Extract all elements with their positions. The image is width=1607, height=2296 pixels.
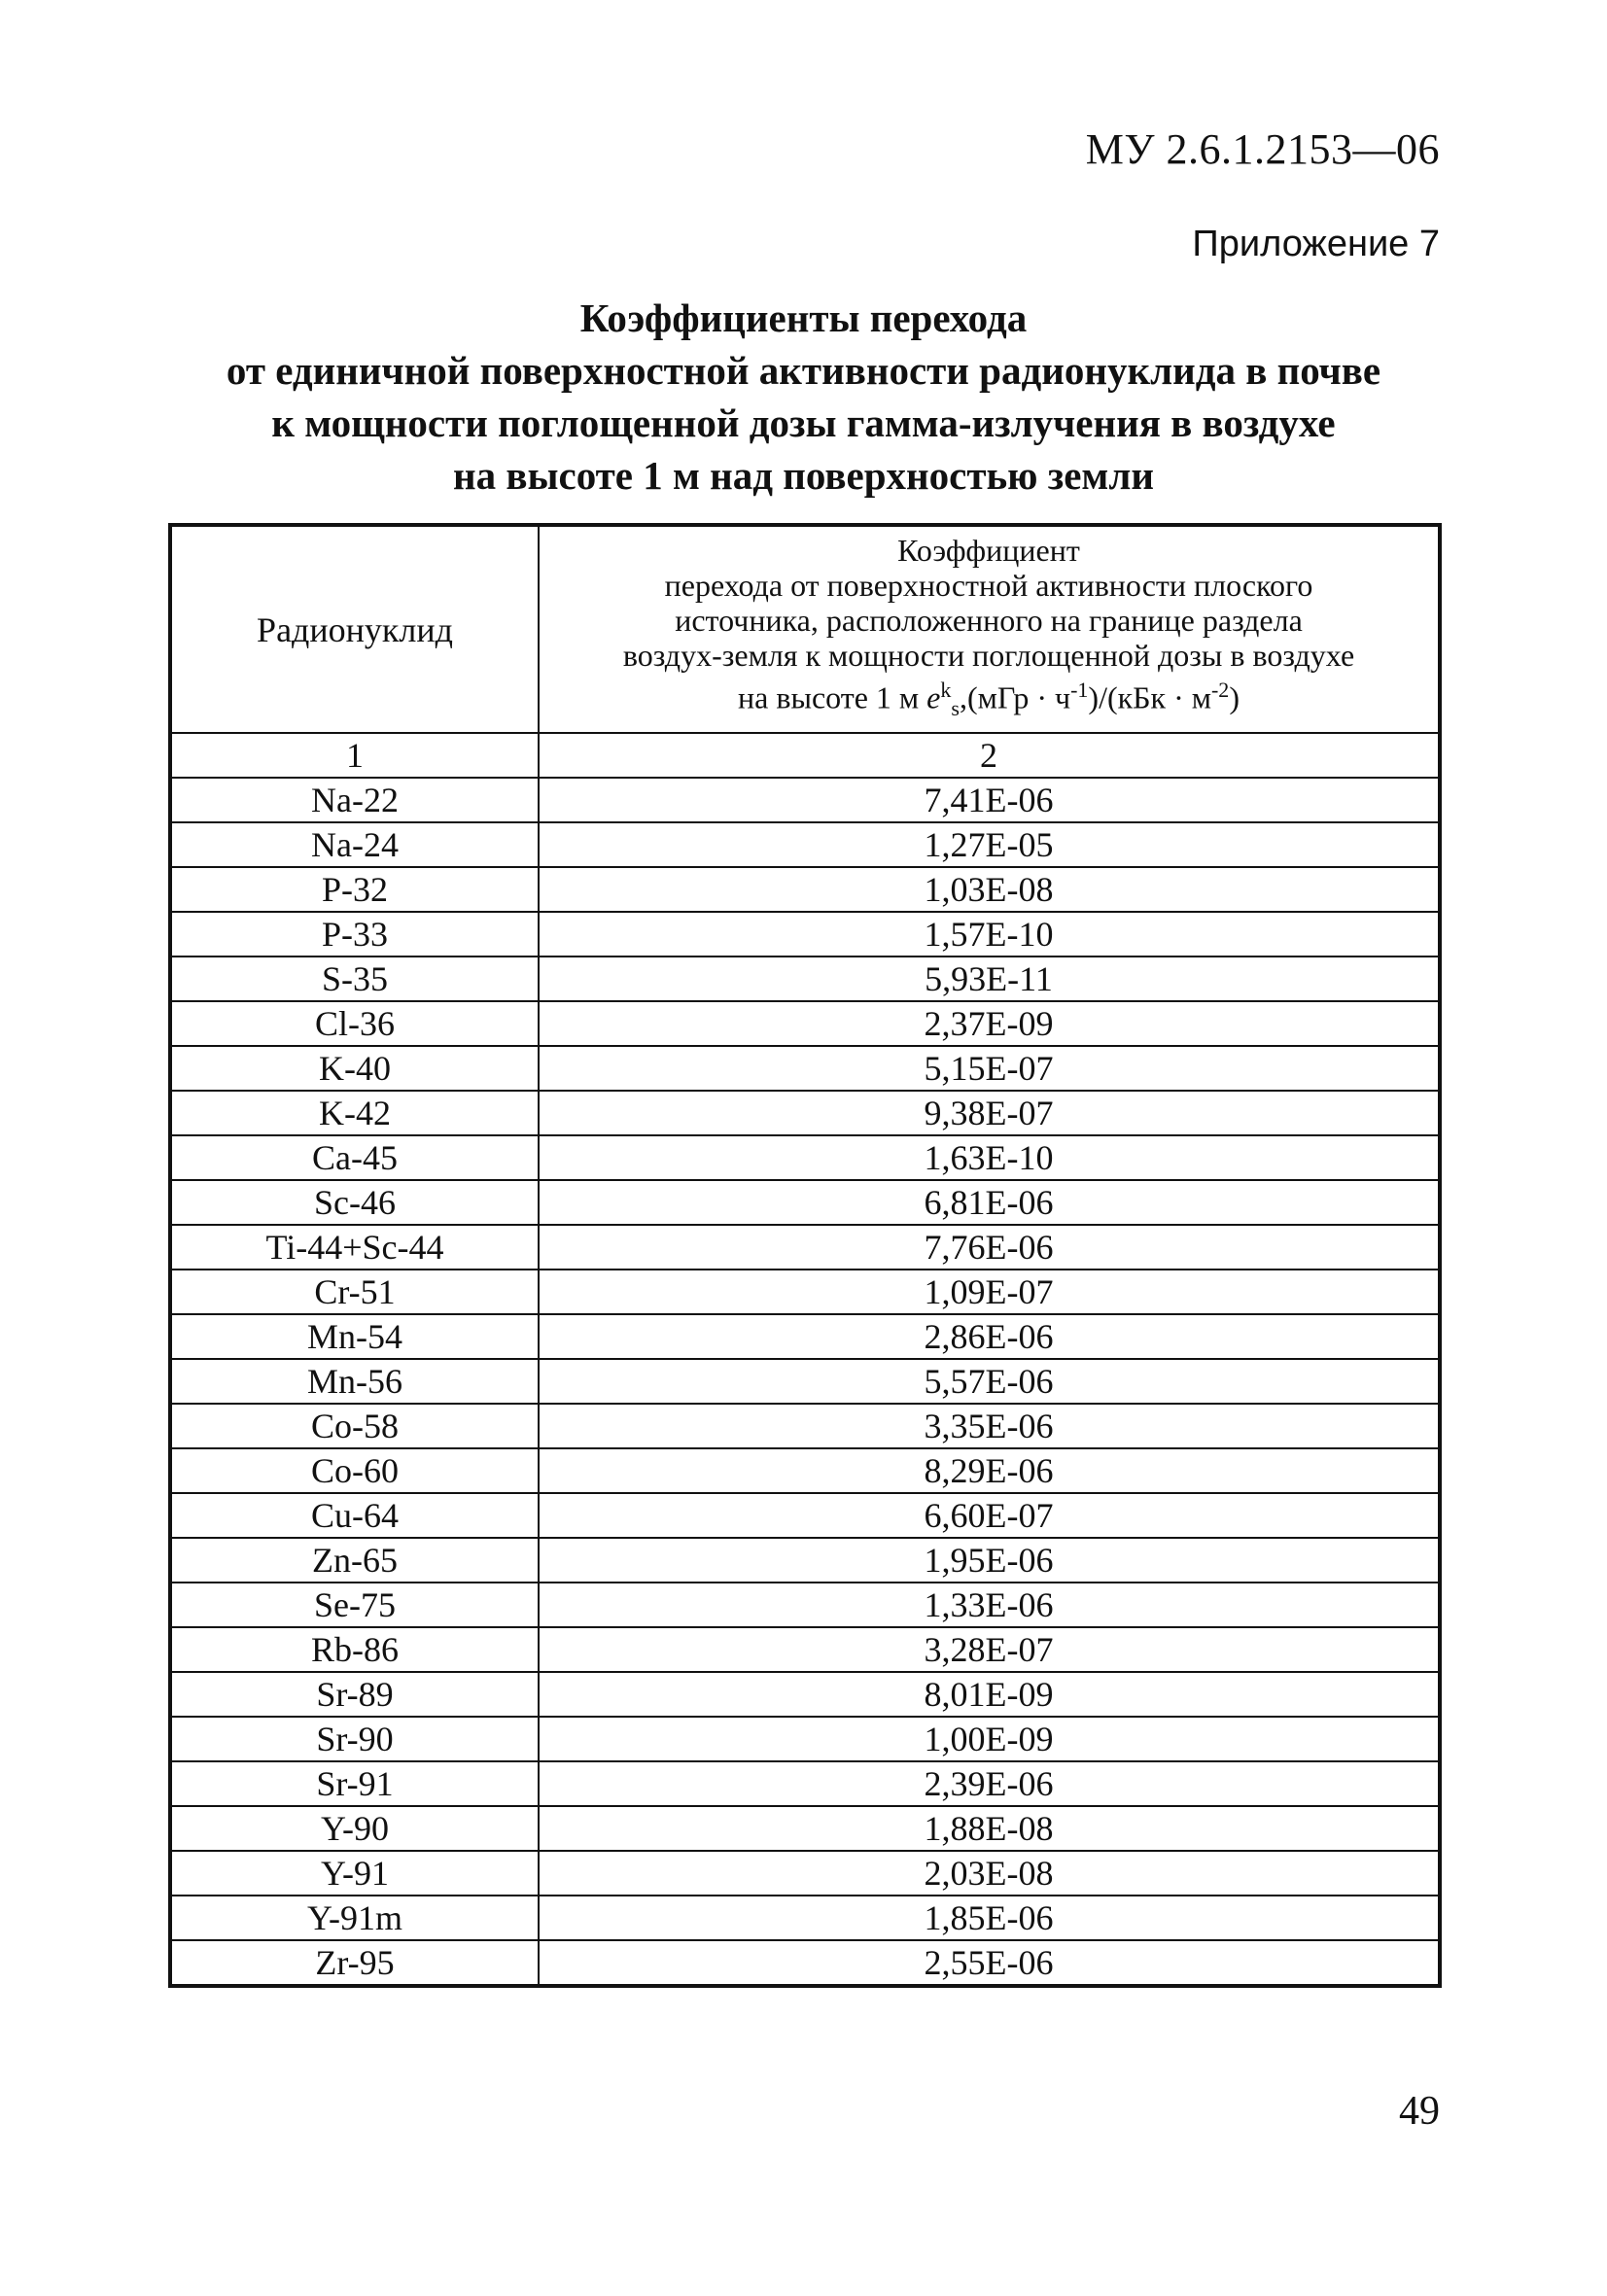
symbol-k: k xyxy=(940,678,952,702)
table-row xyxy=(170,1225,1440,1270)
coefficients-table xyxy=(168,523,1442,1988)
unit-part-2: )/(кБк · м xyxy=(1088,679,1211,715)
nuclide-cell: Ti-44+Sc-44 xyxy=(170,1225,539,1270)
nuclide-cell: Mn-56 xyxy=(170,1359,539,1404)
nuclide-cell: Y-91 xyxy=(170,1851,539,1896)
coefficient-cell: 5,15E-07 xyxy=(539,1046,1440,1091)
coefficient-cell: 1,00E-09 xyxy=(539,1717,1440,1761)
table-row xyxy=(170,1538,1440,1583)
header-coef-line-2: перехода от поверхностной активности плоского xyxy=(664,568,1313,603)
coefficient-cell: 1,33E-06 xyxy=(539,1583,1440,1627)
table-row xyxy=(170,957,1440,1001)
table-row xyxy=(170,1270,1440,1314)
nuclide-cell: Cr-51 xyxy=(170,1270,539,1314)
nuclide-cell: Ca-45 xyxy=(170,1135,539,1180)
table-row xyxy=(170,1046,1440,1091)
table-row xyxy=(170,1896,1440,1940)
table-row xyxy=(170,1851,1440,1896)
unit-exp-2: -2 xyxy=(1210,678,1230,702)
nuclide-cell: Cl-36 xyxy=(170,1001,539,1046)
table-row xyxy=(170,1672,1440,1717)
nuclide-cell: Sr-91 xyxy=(170,1761,539,1806)
table-row xyxy=(170,778,1440,822)
page-number: 49 xyxy=(1399,2089,1440,2134)
column-number-2: 2 xyxy=(539,733,1440,778)
coefficient-cell: 1,03E-08 xyxy=(539,867,1440,912)
coefficient-cell: 6,60E-07 xyxy=(539,1493,1440,1538)
nuclide-cell: Na-24 xyxy=(170,822,539,867)
nuclide-cell: Mn-54 xyxy=(170,1314,539,1359)
table-row xyxy=(170,1583,1440,1627)
page-title xyxy=(117,292,1490,502)
unit-exp-1: -1 xyxy=(1070,678,1089,702)
table-row xyxy=(170,1493,1440,1538)
unit-part-1: ,(мГр · ч xyxy=(959,679,1071,715)
table-row xyxy=(170,822,1440,867)
nuclide-cell: Y-90 xyxy=(170,1806,539,1851)
nuclide-cell: Zn-65 xyxy=(170,1538,539,1583)
title-line-2: от единичной поверхностной активности радионуклида в почве xyxy=(226,348,1381,393)
table-row xyxy=(170,1761,1440,1806)
coefficient-cell: 9,38E-07 xyxy=(539,1091,1440,1135)
table-row xyxy=(170,912,1440,957)
nuclide-cell: Na-22 xyxy=(170,778,539,822)
coefficient-cell: 2,39E-06 xyxy=(539,1761,1440,1806)
nuclide-cell: P-33 xyxy=(170,912,539,957)
prefix-text: на высоте 1 м xyxy=(738,679,927,715)
coefficient-cell: 8,01E-09 xyxy=(539,1672,1440,1717)
coefficient-cell: 5,57E-06 xyxy=(539,1359,1440,1404)
appendix-label: Приложение 7 xyxy=(1192,224,1440,264)
header-coefficient xyxy=(539,525,1440,733)
coefficient-cell: 1,85E-06 xyxy=(539,1896,1440,1940)
coefficient-cell: 5,93E-11 xyxy=(539,957,1440,1001)
nuclide-cell: Rb-86 xyxy=(170,1627,539,1672)
column-number-row xyxy=(170,733,1440,778)
coefficient-cell: 6,81E-06 xyxy=(539,1180,1440,1225)
table-row xyxy=(170,1001,1440,1046)
unit-part-3: ) xyxy=(1229,679,1240,715)
document-code: МУ 2.6.1.2153—06 xyxy=(1085,125,1440,173)
nuclide-cell: Sr-90 xyxy=(170,1717,539,1761)
table-row xyxy=(170,1717,1440,1761)
title-line-1: Коэффициенты перехода xyxy=(579,296,1028,340)
symbol-s: s xyxy=(951,696,960,721)
coefficient-cell: 1,57E-10 xyxy=(539,912,1440,957)
coefficient-cell: 1,95E-06 xyxy=(539,1538,1440,1583)
table-header-row xyxy=(170,525,1440,733)
coefficient-cell: 2,55E-06 xyxy=(539,1940,1440,1986)
table-row xyxy=(170,1314,1440,1359)
coefficient-cell: 7,41E-06 xyxy=(539,778,1440,822)
coefficient-cell: 1,88E-08 xyxy=(539,1806,1440,1851)
table-row xyxy=(170,1404,1440,1448)
nuclide-cell: Cu-64 xyxy=(170,1493,539,1538)
coefficient-cell: 3,35E-06 xyxy=(539,1404,1440,1448)
header-coef-line-5 xyxy=(553,673,1424,726)
symbol-e: e xyxy=(926,679,941,715)
table-row xyxy=(170,1359,1440,1404)
coefficient-cell: 2,86E-06 xyxy=(539,1314,1440,1359)
nuclide-cell: Sr-89 xyxy=(170,1672,539,1717)
table-row xyxy=(170,867,1440,912)
nuclide-cell: Se-75 xyxy=(170,1583,539,1627)
nuclide-cell: Sc-46 xyxy=(170,1180,539,1225)
header-coef-line-1: Коэффициент xyxy=(897,533,1080,568)
nuclide-cell: S-35 xyxy=(170,957,539,1001)
header-coef-line-3: источника, расположенного на границе раздела xyxy=(675,603,1303,638)
nuclide-cell: P-32 xyxy=(170,867,539,912)
nuclide-cell: Zr-95 xyxy=(170,1940,539,1986)
coefficient-cell: 1,09E-07 xyxy=(539,1270,1440,1314)
coefficient-cell: 8,29E-06 xyxy=(539,1448,1440,1493)
table-row xyxy=(170,1627,1440,1672)
nuclide-cell: K-42 xyxy=(170,1091,539,1135)
nuclide-cell: Co-60 xyxy=(170,1448,539,1493)
table-row xyxy=(170,1135,1440,1180)
coefficient-cell: 1,63E-10 xyxy=(539,1135,1440,1180)
table-row xyxy=(170,1091,1440,1135)
table-row xyxy=(170,1940,1440,1986)
nuclide-cell: Y-91m xyxy=(170,1896,539,1940)
nuclide-cell: Co-58 xyxy=(170,1404,539,1448)
coefficient-cell: 7,76E-06 xyxy=(539,1225,1440,1270)
table-row xyxy=(170,1448,1440,1493)
header-coef-line-4: воздух-земля к мощности поглощенной дозы в воздухе xyxy=(622,638,1355,673)
title-line-3: к мощности поглощенной дозы гамма-излучения в воздухе xyxy=(271,400,1336,445)
coefficient-cell: 1,27E-05 xyxy=(539,822,1440,867)
title-line-4: на высоте 1 м над поверхностью земли xyxy=(452,453,1154,498)
coefficient-cell: 3,28E-07 xyxy=(539,1627,1440,1672)
table-row xyxy=(170,1806,1440,1851)
column-number-1: 1 xyxy=(170,733,539,778)
coefficient-cell: 2,03E-08 xyxy=(539,1851,1440,1896)
header-nuclide: Радионуклид xyxy=(170,525,539,733)
nuclide-cell: K-40 xyxy=(170,1046,539,1091)
table-row xyxy=(170,1180,1440,1225)
coefficient-cell: 2,37E-09 xyxy=(539,1001,1440,1046)
